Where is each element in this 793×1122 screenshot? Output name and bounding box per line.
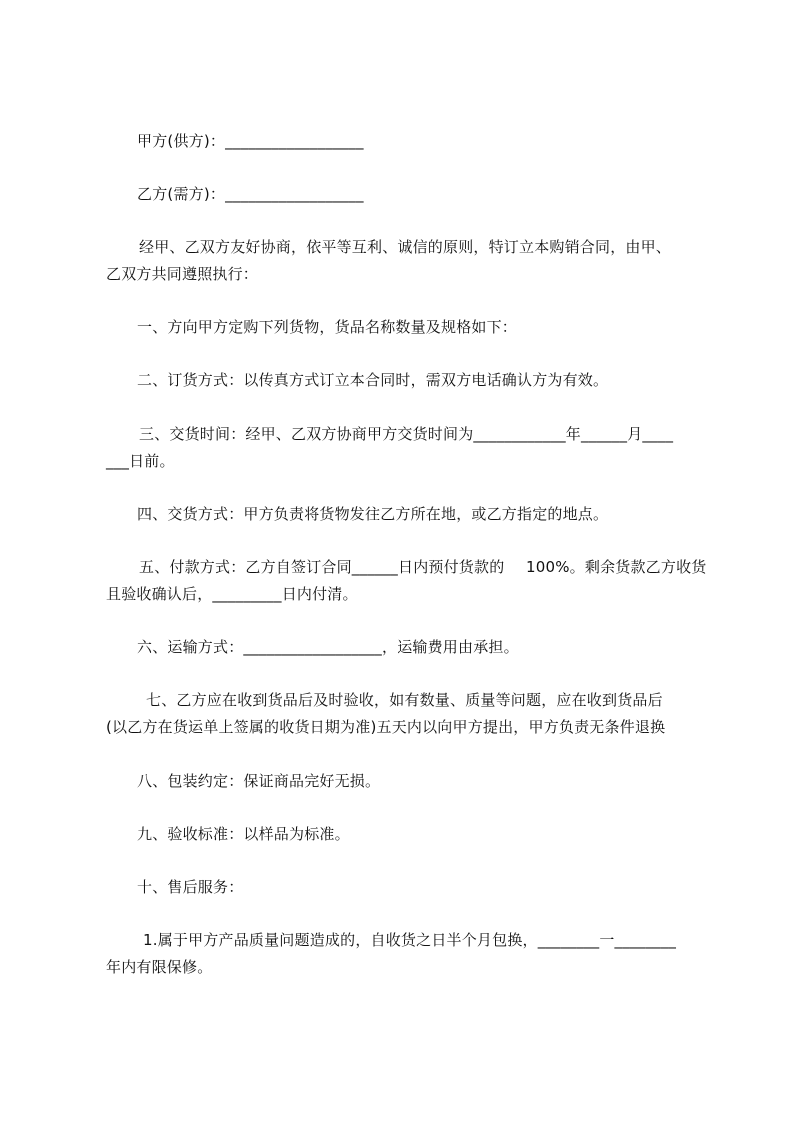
clause-10: 十、售后服务： (137, 878, 244, 896)
clause-5-line-1-part-b: 100%。剩余货款乙方收货 (526, 558, 707, 576)
party-a-line: 甲方(供方)：__________________ (137, 132, 364, 150)
clause-7-line-1: 七、乙方应在收到货品后及时验收，如有数量、质量等问题，应在收到货品后 (146, 691, 663, 709)
clause-5-line-1-part-a: 五、付款方式：乙方自签订合同______日内预付货款的 (139, 558, 505, 576)
intro-paragraph-line-2: 乙双方共同遵照执行： (106, 265, 259, 283)
party-b-line: 乙方(需方)：__________________ (137, 185, 364, 203)
intro-paragraph-line-1: 经甲、乙双方友好协商，依平等互利、诚信的原则，特订立本购销合同，由甲、 (139, 238, 672, 256)
clause-3-line-1: 三、交货时间：经甲、乙双方协商甲方交货时间为____________年______月____ (139, 425, 674, 443)
clause-4: 四、交货方式：甲方负责将货物发往乙方所在地，或乙方指定的地点。 (137, 505, 609, 523)
clause-2: 二、订货方式：以传真方式订立本合同时，需双方电话确认方为有效。 (137, 371, 609, 389)
clause-1: 一、方向甲方定购下列货物，货品名称数量及规格如下： (137, 318, 518, 336)
clause-6: 六、运输方式：__________________，运输费用由承担。 (137, 638, 519, 656)
service-item-1-line-1: 1.属于甲方产品质量问题造成的，自收货之日半个月包换，________一________ (143, 931, 677, 949)
clause-9: 九、验收标准：以样品为标准。 (137, 825, 350, 843)
clause-8: 八、包装约定：保证商品完好无损。 (137, 772, 381, 790)
clause-3-line-2: ___日前。 (106, 452, 175, 470)
clause-5-line-2: 且验收确认后，_________日内付清。 (106, 585, 358, 603)
service-item-1-line-2: 年内有限保修。 (106, 958, 213, 976)
clause-7-line-2: (以乙方在货运单上签属的收货日期为准)五天内以向甲方提出，甲方负责无条件退换 (106, 718, 666, 736)
